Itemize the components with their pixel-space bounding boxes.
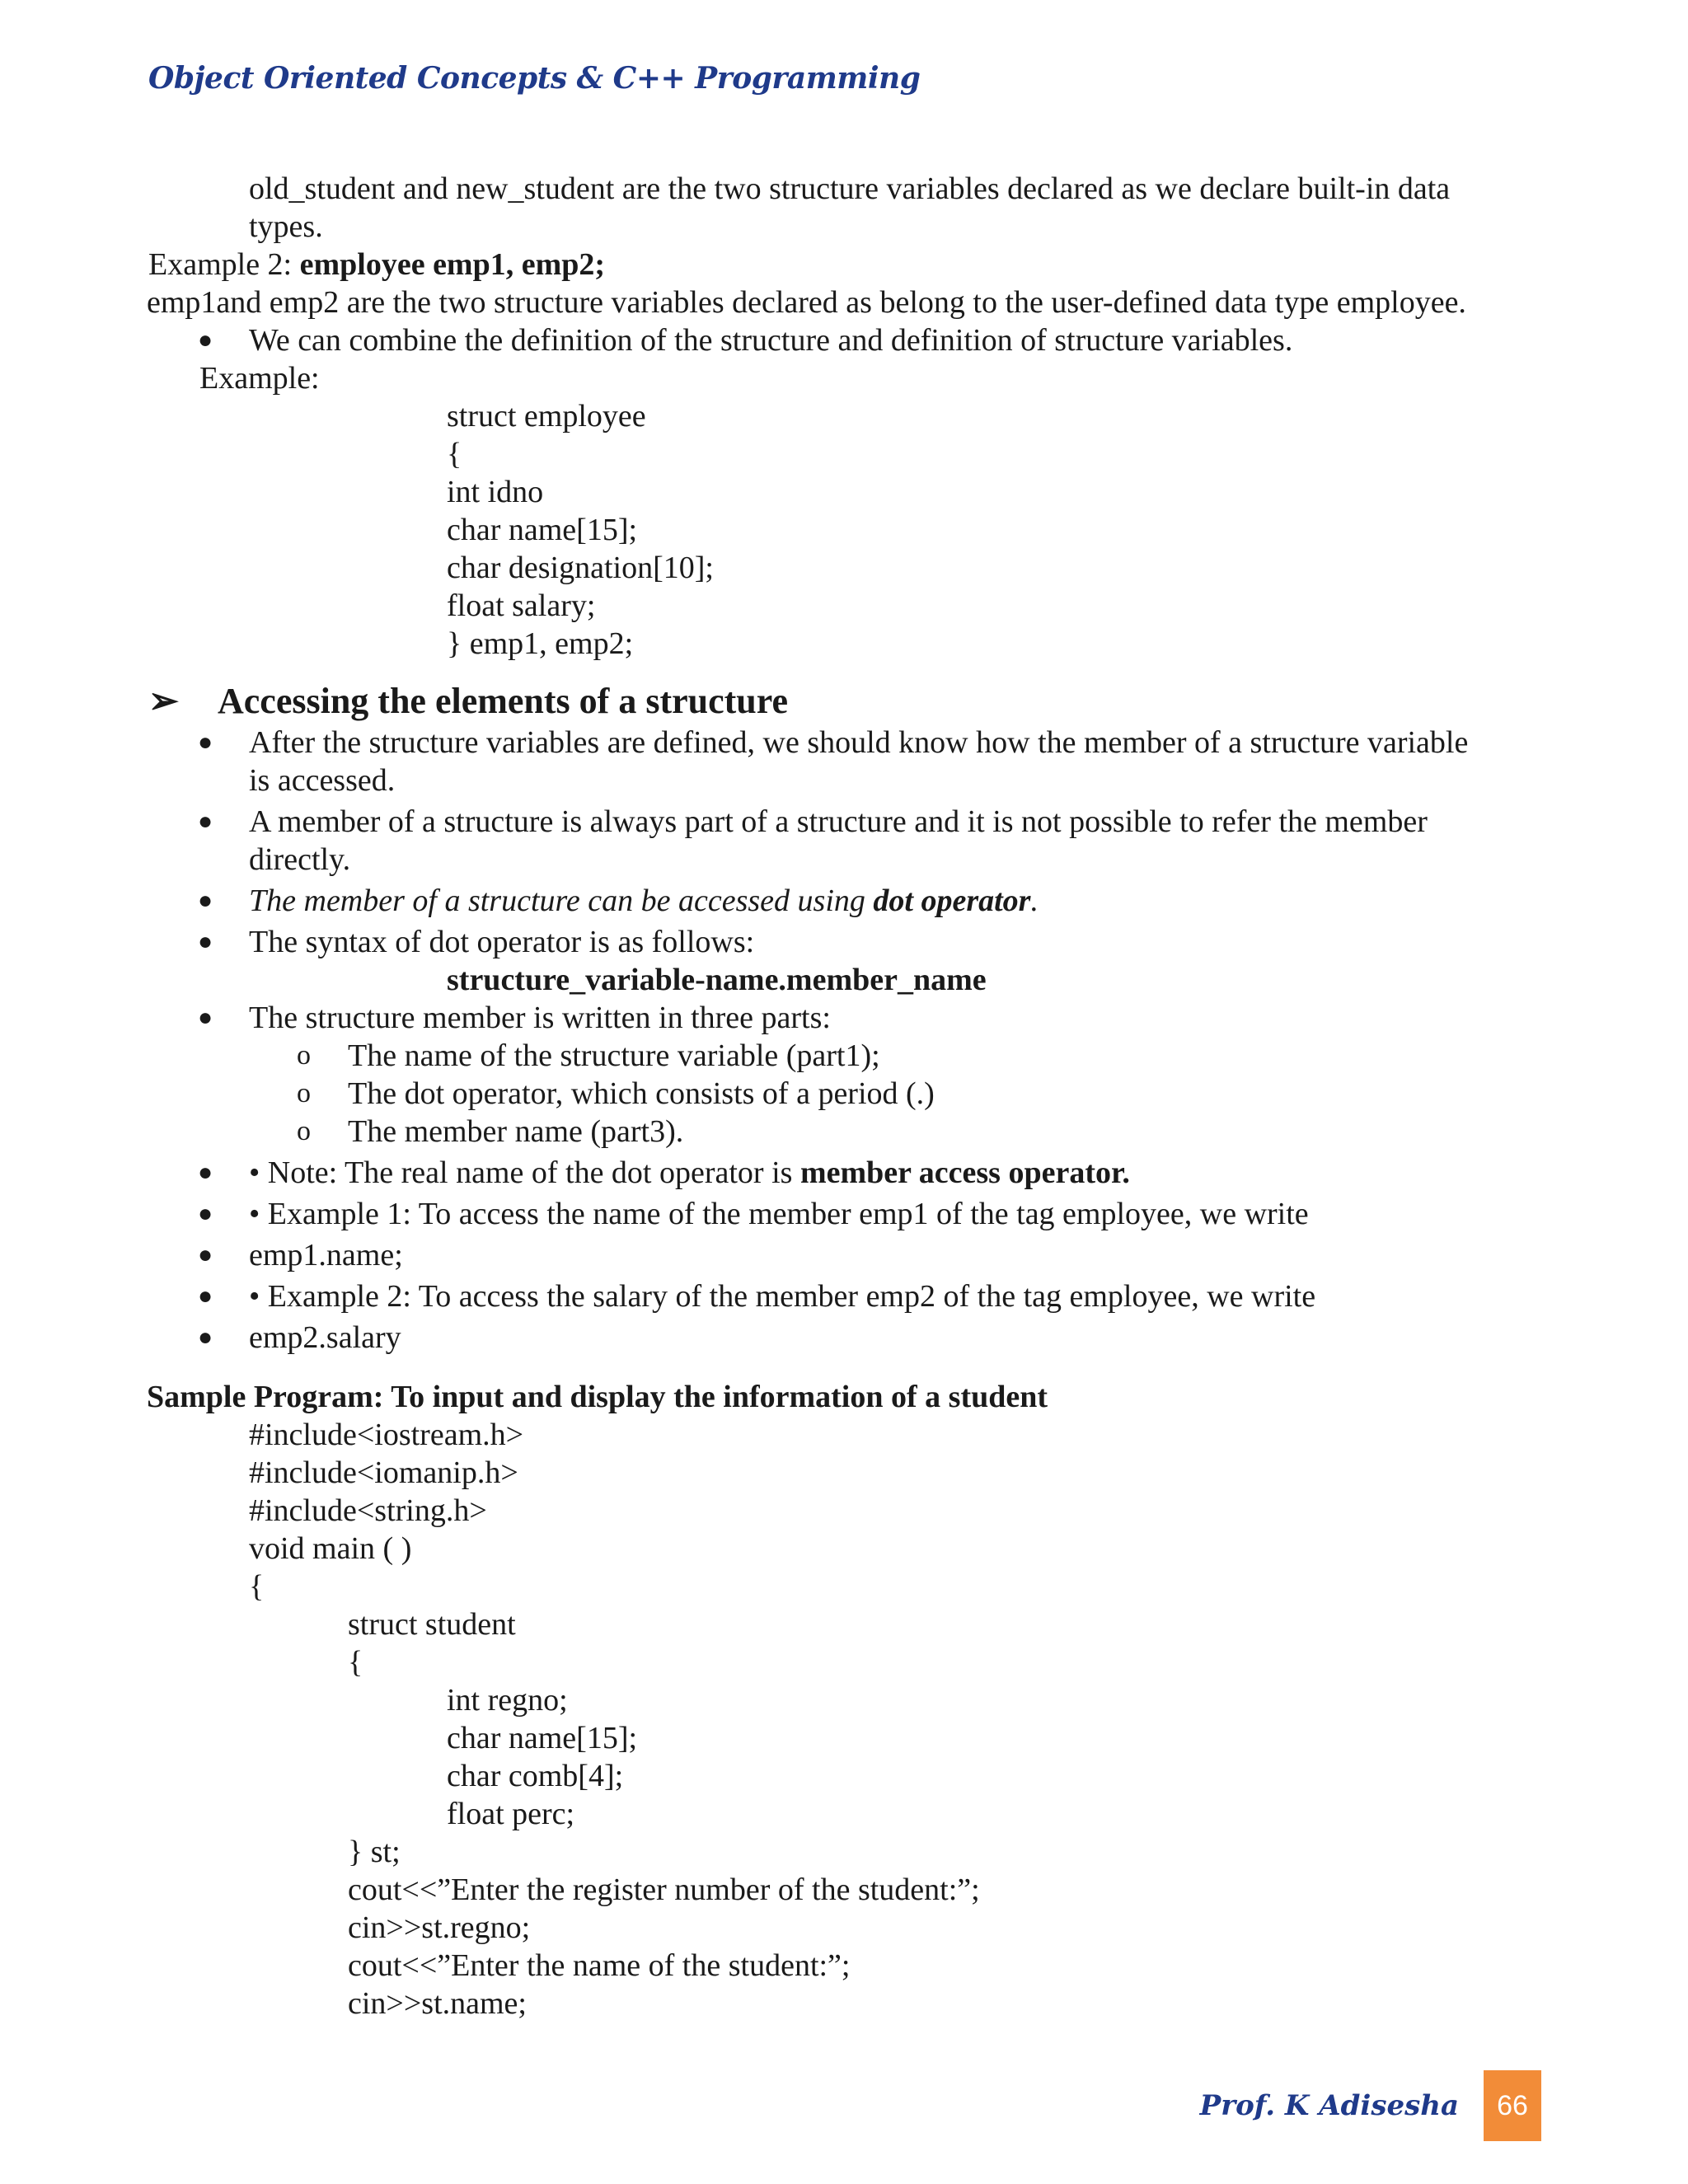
note-text: • Note: The real name of the dot operator is [249, 1155, 800, 1190]
code-line: { [348, 1645, 363, 1680]
bullet-item [148, 1319, 1541, 1357]
page-number-badge: 66 [1484, 2070, 1541, 2141]
bullet-text-line: emp2.salary [249, 1320, 401, 1355]
bullet-text-line: The syntax of dot operator is as follows: [249, 925, 755, 959]
combine-bullet [148, 321, 1541, 359]
bullet-text-line: is accessed. [249, 763, 396, 798]
bullet-marker: ● [198, 729, 213, 756]
bullet-marker: ● [198, 1282, 213, 1310]
code-line: int regno; [447, 1683, 568, 1718]
bullet-item [148, 1236, 1541, 1274]
code-line: float salary; [447, 588, 596, 623]
code-line: } emp1, emp2; [447, 626, 634, 661]
code-line: void main ( ) [249, 1531, 412, 1566]
sub-bullet-marker: o [297, 1078, 311, 1108]
code-line: { [249, 1569, 265, 1604]
code-line: cin>>st.name; [348, 1986, 527, 2021]
code-line: #include<iomanip.h> [249, 1455, 518, 1490]
struct-employee-code [148, 397, 1541, 663]
sub-bullet-text: The member name (part3). [348, 1114, 684, 1149]
syntax-line: structure_variable-name.member_name [447, 963, 987, 997]
sample-program-heading: Sample Program: To input and display the information of a student [147, 1380, 1048, 1414]
struct-student-code [148, 1605, 1541, 1681]
bullet-marker: ● [198, 887, 213, 914]
code-line: #include<iostream.h> [249, 1418, 524, 1452]
sub-bullet-marker: o [297, 1040, 311, 1071]
bullet-text-line: • Example 2: To access the salary of the member emp2 of the tag employee, we write [249, 1279, 1316, 1314]
code-line: char name[15]; [447, 513, 638, 547]
sentence-end: . [1030, 883, 1039, 918]
intro-line-2: types. [249, 209, 323, 244]
sub-bullet-item [148, 1037, 1541, 1075]
bullet-marker: ● [198, 1004, 213, 1031]
example-2-code: employee emp1, emp2; [299, 247, 606, 282]
sample-program-code [148, 1416, 1541, 1605]
bullet-item [148, 724, 1541, 799]
bullet-item [148, 923, 1541, 961]
example-label: Example: [199, 361, 320, 396]
bullet-text-line: A member of a structure is always part of a structure and it is not possible to refer the member [249, 804, 1428, 839]
main-body-code [148, 1833, 1541, 2022]
dot-operator-sentence: The member of a structure can be accessed using [249, 883, 874, 918]
bullet-item [148, 803, 1541, 879]
bullet-marker: ● [198, 1324, 213, 1351]
bullet-text-line: The structure member is written in three parts: [249, 1001, 831, 1035]
section-heading [148, 679, 1541, 724]
code-line: struct employee [447, 399, 646, 434]
section-title: Accessing the elements of a structure [218, 681, 789, 721]
example-2-label: Example 2: [148, 247, 300, 282]
bullet-marker: ● [198, 326, 213, 354]
bullet-marker: ● [198, 928, 213, 955]
emp-description: emp1and emp2 are the two structure variables declared as belong to the user-defined data type employee. [147, 285, 1466, 320]
code-line: cout<<”Enter the name of the student:”; [348, 1948, 851, 1983]
running-header-title: Object Oriented Concepts & C++ Programming [148, 61, 921, 96]
code-line: #include<string.h> [249, 1493, 487, 1528]
code-line: cout<<”Enter the register number of the student:”; [348, 1872, 980, 1907]
code-line: char comb[4]; [447, 1759, 624, 1793]
bullet-item [148, 1277, 1541, 1315]
intro-line-1: old_student and new_student are the two structure variables declared as we declare built-in data [249, 171, 1451, 206]
code-line: cin>>st.regno; [348, 1910, 531, 1945]
page-content [148, 170, 1541, 2022]
bullet-text-line: • Example 1: To access the name of the member emp1 of the tag employee, we write [249, 1197, 1309, 1231]
code-line: } st; [348, 1835, 401, 1869]
bullet-marker: ● [198, 1159, 213, 1186]
bullet-text-line: After the structure variables are defined, we should know how the member of a structure variable [249, 725, 1469, 760]
sub-bullet-text: The dot operator, which consists of a period (.) [348, 1076, 935, 1111]
struct-members-code [148, 1681, 1541, 1833]
sub-bullet-item [148, 1113, 1541, 1151]
arrow-bullet-icon: ➢ [148, 681, 179, 721]
bullet-marker: ● [198, 808, 213, 835]
example-2-line [148, 246, 1541, 284]
footer-author: Prof. K Adisesha [1199, 2089, 1459, 2122]
bullet-item [148, 1195, 1541, 1233]
bullet-text-line: emp1.name; [249, 1238, 403, 1272]
bullet-text-line: directly. [249, 842, 351, 877]
code-line: int idno [447, 475, 544, 509]
page-footer [1200, 2070, 1541, 2141]
bullet-marker: ● [198, 1200, 213, 1227]
bullet-item [148, 1154, 1541, 1192]
bullet-item [148, 882, 1541, 920]
combine-bullet-text: We can combine the definition of the structure and definition of structure variables. [249, 323, 1293, 358]
bullet-item [148, 999, 1541, 1037]
code-line: struct student [348, 1607, 516, 1642]
sub-bullet-marker: o [297, 1116, 311, 1146]
code-line: float perc; [447, 1797, 575, 1831]
code-line: char name[15]; [447, 1721, 638, 1755]
sub-bullet-text: The name of the structure variable (part1); [348, 1038, 880, 1073]
code-line: { [447, 437, 462, 471]
sub-bullet-item [148, 1075, 1541, 1113]
member-access-operator-term: member access operator. [799, 1155, 1130, 1190]
intro-paragraph [148, 170, 1541, 246]
dot-operator-term: dot operator [873, 883, 1031, 918]
bullet-marker: ● [198, 1241, 213, 1268]
code-line: char designation[10]; [447, 551, 714, 585]
